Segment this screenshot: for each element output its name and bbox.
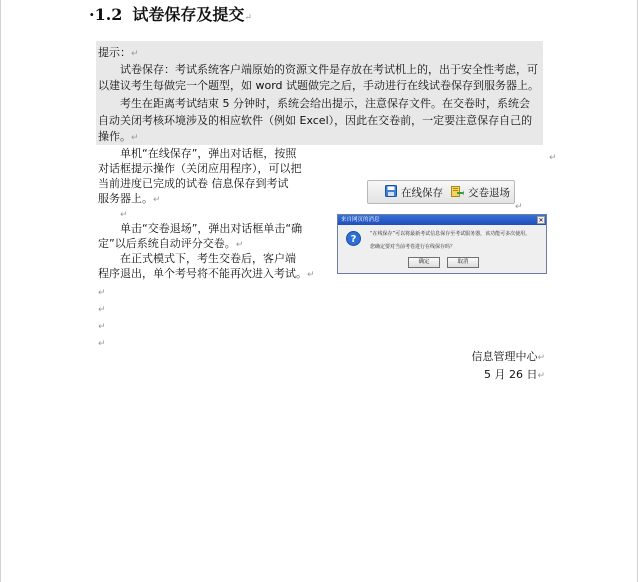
formal-mode-line-2: 程序退出，单个考号将不能再次进入考试。↵ xyxy=(98,267,315,280)
question-icon xyxy=(346,231,361,250)
tip-paragraph-1-line-2: 以建议考生每做完一个题型，如 word 试题做完之后，手动进行在线试卷保存到服务器上。 xyxy=(98,79,540,92)
confirm-dialog xyxy=(337,214,547,274)
dialog-message-1: “在线保存”可以将最新考试信息保存至考试服务器，该功能可多次使用。 xyxy=(370,231,531,237)
tip-paragraph-2-line-1: 考生在距离考试结束 5 分钟时，系统会给出提示，注意保存文件。在交卷时，系统会 xyxy=(120,97,530,110)
save-instruction-line-3: 当前进度已完成的试卷 信息保存到考试 xyxy=(98,177,289,190)
svg-text:?: ? xyxy=(350,234,357,245)
section-number: ·1.2 xyxy=(89,5,123,24)
formal-mode-line-1: 在正式模式下，考生交卷后，客户端 xyxy=(120,252,296,265)
tip-label: 提示：↵ xyxy=(98,46,139,59)
dialog-cancel-button[interactable]: 取消 xyxy=(447,257,479,268)
online-save-button[interactable]: 在线保存 xyxy=(385,185,443,200)
save-instruction-line-2: 对话框提示操作（关闭应用程序），可以把 xyxy=(98,162,302,175)
dialog-ok-button[interactable]: 确定 xyxy=(408,257,440,268)
floppy-disk-icon xyxy=(385,185,397,200)
submit-instruction-line-1: 单击“交卷退场”，弹出对话框单击“确 xyxy=(120,222,303,235)
exam-toolbar xyxy=(367,180,515,204)
submit-instruction-line-2: 定”以后系统自动评分交卷。↵ xyxy=(98,237,244,250)
signature-date: 5 月 26 日↵ xyxy=(483,368,545,381)
save-instruction-line-1: 单机“在线保存”，弹出对话框，按照 xyxy=(120,147,297,160)
submit-exit-button[interactable]: 交卷退场 xyxy=(451,185,510,200)
tip-box xyxy=(96,41,543,145)
dialog-close-button[interactable]: ✕ xyxy=(538,217,544,224)
submit-exit-icon xyxy=(451,185,464,200)
document-page: ·1.2 试卷保存及提交↵ 提示：↵ 试卷保存：考试系统客户端原始的资源文件是存放在考试机上的，出于安全性考虑，可 以建议考生每做完一个题型，如 word 试题做完之后，手动进行在线试卷保存到服务器上。 考生在距离考试结束 5 分钟时，系统会给出提示，注意保存文件。在交卷时，系统会 自动关闭考核环境涉及的相应软件（例如 Excel），因此在交卷前，一定要注意保存自己的 操作。↵ 单机“在线保存”，弹出对话框，按照 对话框提示操作（关闭应用程序），可以把 当前进度已完成的试卷 信息保存到考试 服务器上。↵ ↵ 单击“交卷退场”，弹出对话框单击“确 定”以后系统自动评分交卷。↵ 在正式模式下，考生交卷后，客户端 程序退出，单个考号将不能再次进入考试。↵ ↵ ↵ ↵ ↵ 在线保存 交卷退场 ↵ ↵ 来自网页的消息 ✕ ? “在线保存”可以将最新考试信息保存至考试服务器，该功能可多次使用。 您确定要对当前考卷进行在线保存吗？ 确定 取消 信息管理中心↵ 5 月 26 日↵ xyxy=(0,0,638,582)
section-title: 试卷保存及提交 xyxy=(132,5,245,24)
dialog-title-bar: 来自网页的消息 ✕ xyxy=(338,215,546,225)
signature-org: 信息管理中心↵ xyxy=(471,350,545,363)
tip-paragraph-1-line-1: 试卷保存：考试系统客户端原始的资源文件是存放在考试机上的，出于安全性考虑，可 xyxy=(120,63,538,76)
tip-paragraph-2-line-3: 操作。↵ xyxy=(98,130,139,143)
tip-paragraph-2-line-2: 自动关闭考核环境涉及的相应软件（例如 Excel），因此在交卷前，一定要注意保存自己的 xyxy=(98,114,533,127)
save-instruction-line-4: 服务器上。↵ xyxy=(98,192,161,205)
section-heading: ·1.2 试卷保存及提交↵ xyxy=(89,5,252,24)
dialog-message-2: 您确定要对当前考卷进行在线保存吗？ xyxy=(370,244,456,250)
